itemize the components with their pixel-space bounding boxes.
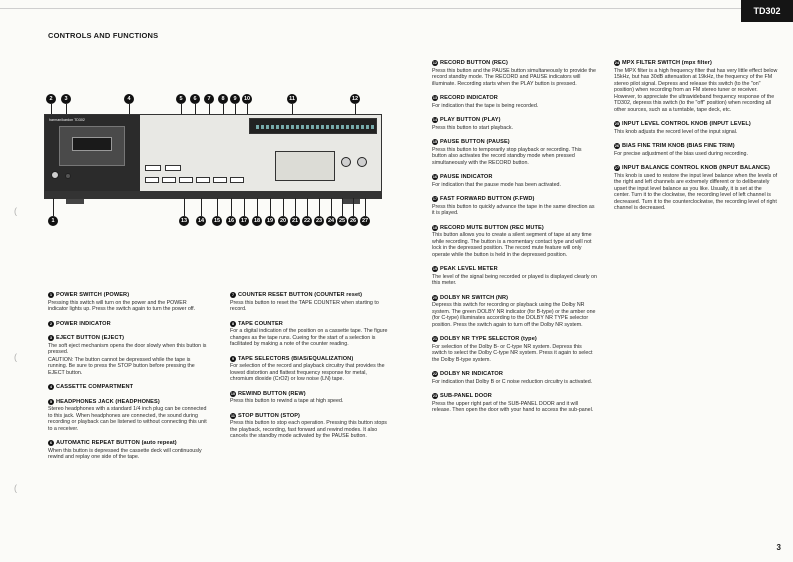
cassette-deck-illustration <box>44 94 382 234</box>
item-title: DOLBY NR INDICATOR <box>440 371 504 377</box>
callout-number: 18 <box>253 218 261 224</box>
item-number-badge: 21 <box>432 337 438 341</box>
meter-segment <box>291 125 294 129</box>
item-heading <box>432 393 597 400</box>
item-heading <box>432 225 597 232</box>
item-heading <box>614 60 779 67</box>
function-item <box>230 391 390 405</box>
binding-mark: ( <box>14 206 17 216</box>
item-description: Pressing this switch will turn on the power and the POWER indicator lights up. Press the switch again to turn the power off. <box>48 299 196 312</box>
model-tab: TD302 <box>741 0 793 22</box>
item-title: TAPE SELECTORS (BIAS/EQUALIZATION) <box>238 355 354 362</box>
item-heading <box>432 60 597 67</box>
callout-number: 25 <box>338 218 346 224</box>
item-number-badge: 24 <box>614 61 620 65</box>
callout-leader-line <box>53 198 54 216</box>
callout-leader-line <box>244 198 245 216</box>
cassette-window <box>72 137 112 151</box>
function-item <box>432 266 597 287</box>
function-item <box>230 356 390 383</box>
item-number-badge: 14 <box>432 118 438 122</box>
item-heading <box>614 165 779 172</box>
item-heading <box>432 371 597 378</box>
callout-leader-line <box>283 198 284 216</box>
rewind-button <box>145 177 159 183</box>
item-description: Stereo headphones with a standard 1/4 inch plug can be connected to this jack. When headphones are connected, the sound during recording or playback can be listened to without connecting this unit to a receiver. <box>48 406 207 432</box>
function-item <box>432 117 597 131</box>
item-number-badge: 23 <box>432 394 438 398</box>
deck-foot <box>342 199 360 204</box>
item-number-badge: 2 <box>49 321 53 326</box>
item-description: Press this button to start playback. <box>432 124 513 131</box>
meter-segment <box>321 125 324 129</box>
item-title: POWER INDICATOR <box>56 320 111 327</box>
function-item <box>432 371 597 385</box>
meter-segment <box>366 125 369 129</box>
function-item <box>48 399 208 433</box>
item-title: PEAK LEVEL METER <box>440 266 498 272</box>
item-heading <box>48 292 208 299</box>
callout-number: 1 <box>48 216 58 226</box>
binding-mark: ( <box>14 352 17 362</box>
item-description: Press this button to rewind a tape at high speed. <box>230 398 344 404</box>
item-number-badge: 10 <box>230 391 236 396</box>
deck-front-panel <box>44 114 382 192</box>
item-title: DOLBY NR SWITCH (NR) <box>440 294 509 301</box>
function-item <box>48 384 208 391</box>
item-heading <box>432 95 597 102</box>
function-item <box>432 225 597 259</box>
item-description: The soft eject mechanism opens the door slowly when this button is pressed. <box>48 342 207 355</box>
item-description: CAUTION: The button cannot be depressed while the tape is running. Be sure to press the STOP button before pressing the EJECT button. <box>48 356 195 376</box>
item-title: EJECT BUTTON (EJECT) <box>56 335 125 341</box>
item-description: The level of the signal being recorded or played is displayed clearly on this meter. <box>432 273 597 286</box>
meter-segment <box>361 125 364 129</box>
meter-segment <box>316 125 319 129</box>
sub-panel-door <box>275 151 335 181</box>
top-rule <box>0 8 793 9</box>
meter-segment <box>336 125 339 129</box>
item-number-badge: 16 <box>432 175 438 179</box>
function-item <box>614 143 779 157</box>
meter-segment <box>371 125 374 129</box>
callout-number: 14 <box>197 218 205 224</box>
meter-segment <box>331 125 334 129</box>
deck-left-section <box>45 115 140 191</box>
function-item <box>432 60 597 87</box>
item-heading <box>432 139 597 146</box>
item-heading <box>230 356 390 363</box>
callout-number: 16 <box>227 218 235 224</box>
item-description: The MPX filter is a high frequency filter that has very little effect below 15kHz, but has 30dB attenuation at 19kHz, the frequency of the FM stereo pilot signal. Depress and release this switch (to the "on" position) when recording from an FM stereo tuner or receiver. However, to appreciate the ultrawideband frequency response of the TD302, depress this switch (to the "off" position) when recording all other sources, such as a turntable, tape deck, etc. <box>614 67 778 113</box>
item-description: When this button is depressed the cassette deck will continuously rewind and replay one side of the tape. <box>48 447 202 460</box>
callout-number: 12 <box>351 96 359 102</box>
item-title: INPUT BALANCE CONTROL KNOB (INPUT BALANCE) <box>622 165 770 171</box>
function-item <box>432 336 597 363</box>
item-number-badge: 18 <box>432 225 438 230</box>
item-description: For selection of the Dolby B- or C-type NR system. Depress this switch to select the Dolby C-type NR system. Press it again to select the Dolby B-type system. <box>432 343 593 363</box>
meter-segment <box>261 125 264 129</box>
function-item <box>48 335 208 376</box>
callout-number: 8 <box>218 94 228 104</box>
headphones-jack <box>65 173 71 179</box>
item-number-badge: 17 <box>432 197 438 201</box>
callout-number: 3 <box>61 94 71 104</box>
item-number-badge: 3 <box>49 336 53 340</box>
item-title: POWER SWITCH (POWER) <box>56 292 130 298</box>
column-2 <box>230 292 390 448</box>
callout-leader-line <box>270 198 271 216</box>
item-number-badge: 8 <box>231 321 235 326</box>
item-description: For indication that the tape is being recorded. <box>432 102 539 109</box>
item-description: Press this button to reset the TAPE COUNTER when starting to record. <box>230 299 379 312</box>
column-1 <box>48 292 208 469</box>
callout-leader-line <box>342 198 343 216</box>
item-title: COUNTER RESET BUTTON (COUNTER reset) <box>238 292 363 298</box>
item-number-badge: 6 <box>49 441 53 445</box>
item-heading <box>432 196 597 203</box>
callout-number: 15 <box>213 218 221 224</box>
item-heading <box>432 266 597 273</box>
function-item <box>432 393 597 414</box>
page-number: 3 <box>776 543 781 552</box>
item-title: PAUSE INDICATOR <box>440 174 493 180</box>
function-item <box>230 413 390 440</box>
column-3 <box>432 60 597 422</box>
item-title: TAPE COUNTER <box>238 320 283 327</box>
callout-leader-line <box>307 198 308 216</box>
cassette-compartment <box>59 126 125 166</box>
column-4 <box>614 60 779 220</box>
callout-number: 22 <box>303 218 311 224</box>
binding-mark: ( <box>14 483 17 493</box>
item-title: SUB-PANEL DOOR <box>440 393 492 399</box>
meter-segment <box>356 125 359 129</box>
item-heading <box>432 336 597 343</box>
callout-number: 9 <box>230 94 240 104</box>
callout-number: 7 <box>204 94 214 104</box>
function-item <box>230 292 390 313</box>
deck-foot <box>66 199 84 204</box>
item-description: Press this button to quickly advance the tape in the same direction as it is played. <box>432 203 595 216</box>
item-description: Depress this switch for recording or playback using the Dolby NR system. The green DOLBY NR indicator (for B-type) or the amber one (for C-type) illuminates according to the DOLBY NR TYPE selector position. Press the switch again to turn off the Dolby NR system. <box>432 302 596 328</box>
item-heading <box>230 391 390 398</box>
meter-segment <box>266 125 269 129</box>
meter-segment <box>281 125 284 129</box>
function-item <box>48 321 208 328</box>
item-title: FAST FORWARD BUTTON (F.FWD) <box>440 196 535 202</box>
fast-forward-button <box>230 177 244 183</box>
callout-number: 4 <box>124 94 134 104</box>
function-item <box>614 165 779 212</box>
function-item <box>432 139 597 166</box>
callout-leader-line <box>184 198 185 216</box>
callout-number: 6 <box>190 94 200 104</box>
item-heading <box>432 295 597 302</box>
callout-number: 5 <box>176 94 186 104</box>
function-item <box>614 121 779 135</box>
callout-leader-line <box>231 198 232 216</box>
counter-reset-button <box>145 165 161 171</box>
stop-button <box>162 177 176 183</box>
item-description: For indication that Dolby B or C noise reduction circuitry is activated. <box>432 378 593 385</box>
function-item <box>230 321 390 348</box>
item-title: AUTOMATIC REPEAT BUTTON (auto repeat) <box>56 440 177 446</box>
callout-leader-line <box>365 198 366 216</box>
item-heading <box>48 440 208 447</box>
item-number-badge: 7 <box>231 293 235 297</box>
power-switch <box>51 171 59 179</box>
item-heading <box>432 117 597 124</box>
meter-segment <box>296 125 299 129</box>
function-item <box>48 292 208 313</box>
item-description: For precise adjustment of the bias used during recording. <box>614 150 748 157</box>
item-title: RECORD BUTTON (REC) <box>440 60 508 66</box>
item-title: DOLBY NR TYPE SELECTOR (type) <box>440 336 537 342</box>
callout-number: 20 <box>279 218 287 224</box>
item-title: PAUSE BUTTON (PAUSE) <box>440 139 510 145</box>
item-title: RECORD MUTE BUTTON (REC MUTE) <box>440 224 544 231</box>
callout-leader-line <box>201 198 202 216</box>
item-number-badge: 25 <box>614 122 620 126</box>
item-number-badge: 4 <box>49 385 53 389</box>
callout-number: 10 <box>243 96 251 102</box>
callout-leader-line <box>217 198 218 216</box>
meter-segment <box>351 125 354 129</box>
meter-segment <box>341 125 344 129</box>
item-heading <box>48 399 208 406</box>
callout-number: 2 <box>46 94 56 104</box>
peak-level-meter <box>249 118 377 134</box>
item-heading <box>48 384 208 391</box>
item-heading <box>614 143 779 150</box>
item-number-badge: 26 <box>614 144 620 148</box>
item-number-badge: 12 <box>432 61 438 65</box>
item-number-badge: 13 <box>432 96 438 100</box>
item-title: RECORD INDICATOR <box>440 95 498 101</box>
record-button <box>179 177 193 183</box>
item-title: PLAY BUTTON (PLAY) <box>440 117 501 123</box>
meter-segment <box>256 125 259 129</box>
item-description: Press this button to temporarily stop playback or recording. This button also activates the record standby mode when pressed simultaneously with the RECORD button. <box>432 146 582 166</box>
item-description: This knob is used to restore the input level balance when the levels of the right and left channels are extremely different or to deliberately upset the input level balance as you like. Usually, it is set at the center. Turn it to the clockwise, the recording level of left channel is decreased. Turn it to the counterclockwise, the recording level of right channel is decreased. <box>614 172 778 211</box>
tape-counter <box>165 165 181 171</box>
item-number-badge: 1 <box>49 293 53 297</box>
callout-number: 19 <box>266 218 274 224</box>
brand-label: harman/kardon TD302 <box>49 118 85 122</box>
item-description: This knob adjusts the record level of the input signal. <box>614 128 738 135</box>
meter-segment <box>301 125 304 129</box>
item-description: Press the upper right part of the SUB-PANEL DOOR and it will release. Then open the door with your hand to access the sub-panel. <box>432 400 594 413</box>
item-number-badge: 19 <box>432 267 438 271</box>
callout-number: 21 <box>291 218 299 224</box>
input-level-knob <box>341 157 351 167</box>
item-description: For selection of the record and playback circuitry that provides the lowest distortion and flattest frequency response for metal, chromium dioxide (CrO2) or low noise (LN) tape. <box>230 363 385 382</box>
function-item <box>432 174 597 188</box>
callout-leader-line <box>353 198 354 216</box>
callout-leader-line <box>295 198 296 216</box>
meter-segment <box>271 125 274 129</box>
item-number-badge: 11 <box>231 413 235 418</box>
item-title: BIAS FINE TRIM KNOB (BIAS FINE TRIM) <box>622 143 735 149</box>
callout-number: 27 <box>361 218 369 224</box>
item-title: CASSETTE COMPARTMENT <box>56 384 134 390</box>
item-title: MPX FILTER SWITCH (mpx filter) <box>622 60 712 66</box>
callout-number: 24 <box>327 218 335 224</box>
item-title: STOP BUTTON (STOP) <box>238 412 300 419</box>
function-item <box>48 440 208 461</box>
meter-segment <box>286 125 289 129</box>
item-description: Press this button and the PAUSE button simultaneously to provide the record standby mode. The RECORD and PAUSE indicators will illuminate. Recording starts when the PLAY button is pressed. <box>432 67 596 87</box>
item-title: REWIND BUTTON (REW) <box>238 390 306 397</box>
meter-segment <box>276 125 279 129</box>
input-balance-knob <box>357 157 367 167</box>
item-heading <box>230 292 390 299</box>
callout-number: 23 <box>315 218 323 224</box>
item-number-badge: 5 <box>49 399 53 404</box>
item-description: Press this button to stop each operation. Pressing this button stops the playback, recording, fast forward and rewind modes. It also cancels the standby mode activated by the PAUSE button. <box>230 420 387 439</box>
meter-segment <box>311 125 314 129</box>
item-heading <box>614 121 779 128</box>
callout-leader-line <box>257 198 258 216</box>
callout-number: 11 <box>287 94 297 104</box>
item-number-badge: 15 <box>432 140 438 144</box>
meter-segment <box>306 125 309 129</box>
item-heading <box>48 321 208 328</box>
item-description: For indication that the pause mode has been activated. <box>432 181 561 188</box>
item-heading <box>432 174 597 181</box>
callout-leader-line <box>319 198 320 216</box>
item-number-badge: 22 <box>432 372 438 376</box>
item-heading <box>230 413 390 420</box>
function-item <box>614 60 779 113</box>
item-title: INPUT LEVEL CONTROL KNOB (INPUT LEVEL) <box>622 121 751 127</box>
item-number-badge: 20 <box>432 295 438 300</box>
meter-segment <box>346 125 349 129</box>
function-item <box>432 295 597 329</box>
item-heading <box>230 321 390 328</box>
item-title: HEADPHONES JACK (HEADPHONES) <box>56 398 160 405</box>
callout-number: 17 <box>240 218 248 224</box>
pause-button <box>213 177 227 183</box>
item-description: This button allows you to create a silent segment of tape at any time while recording. The button is a momentary contact type and will not lock in the depressed position. The record mute feature will only operate while the button is held in the depressed position. <box>432 232 592 258</box>
play-button <box>196 177 210 183</box>
callout-leader-line <box>331 198 332 216</box>
item-heading <box>48 335 208 342</box>
callout-number: 13 <box>180 218 188 224</box>
function-item <box>432 196 597 217</box>
item-number-badge: 27 <box>614 166 620 170</box>
page-title: CONTROLS AND FUNCTIONS <box>48 31 159 40</box>
meter-segment <box>326 125 329 129</box>
item-description: For a digital indication of the position on a cassette tape. The figure changes as the tape runs. Cueing for the start of a selection is facilitated by making a note of the counter reading. <box>230 328 388 347</box>
function-item <box>432 95 597 109</box>
callout-number: 26 <box>349 218 357 224</box>
item-number-badge: 9 <box>231 356 235 361</box>
